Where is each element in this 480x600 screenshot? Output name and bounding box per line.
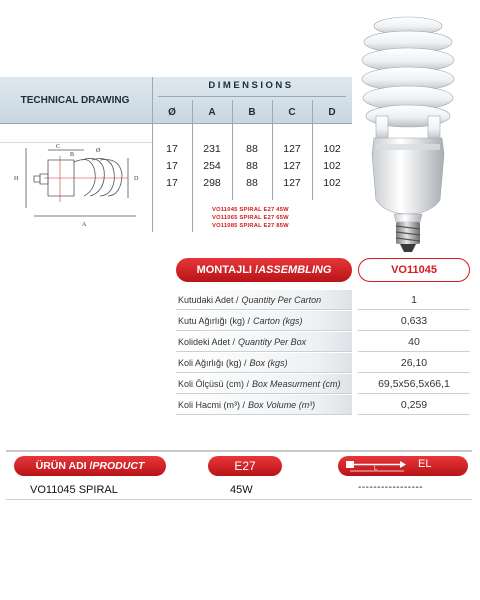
assembling-header — [176, 258, 352, 282]
table-cell: 17 — [166, 159, 178, 172]
column-header-a: A — [208, 106, 216, 118]
cable-length-letter: L — [374, 466, 378, 472]
table-cell: 88 — [246, 176, 258, 189]
table-cell: 254 — [203, 159, 221, 172]
table-cell: 88 — [246, 159, 258, 172]
product-header-tr: ÜRÜN ADI / — [35, 460, 93, 472]
spec-row — [176, 311, 470, 332]
spec-label: Koli Hacmi (m³) / Box Volume (m³) — [176, 395, 352, 415]
table-cell: 102 — [323, 176, 341, 189]
column-header-b: B — [248, 106, 256, 118]
spec-row — [176, 353, 470, 374]
drawing-label-phi: Ø — [96, 148, 101, 154]
spec-value: 26,10 — [358, 353, 470, 373]
product-strip-bottom — [6, 499, 472, 500]
product-header-en: PRODUCT — [92, 460, 145, 472]
spec-label: Koli Ölçüsü (cm) / Box Measurment (cm) — [176, 374, 352, 394]
assembling-label-tr: MONTAJLI / — [196, 264, 259, 276]
table-cell: 127 — [283, 142, 301, 155]
drawing-label-d: D — [134, 176, 139, 182]
product-strip-divider — [6, 450, 472, 452]
table-cell: 127 — [283, 176, 301, 189]
product-el-value: ----------------- — [358, 482, 424, 493]
product-header — [14, 456, 166, 476]
spec-label: Kolideki Adet / Quantity Per Box — [176, 332, 352, 352]
spec-row — [176, 332, 470, 353]
assembling-label-en: ASSEMBLING — [258, 264, 332, 276]
table-cell: 102 — [323, 142, 341, 155]
spiral-bulb-image — [352, 8, 462, 258]
model-line: VO11045 SPIRAL E27 45W — [212, 207, 289, 213]
el-header-label: EL — [418, 458, 432, 470]
drawing-label-a: A — [82, 222, 87, 228]
table-cell: 17 — [166, 142, 178, 155]
table-cell: 231 — [203, 142, 221, 155]
socket-header: E27 — [208, 456, 282, 476]
spec-row — [176, 290, 470, 311]
table-cell: 17 — [166, 176, 178, 189]
spec-label: Kutu Ağırlığı (kg) / Carton (kgs) — [176, 311, 352, 331]
spec-row — [176, 374, 470, 395]
model-line: VO11065 SPIRAL E27 65W — [212, 215, 289, 221]
product-watt: 45W — [230, 484, 253, 496]
spec-label: Kutudaki Adet / Quantity Per Carton — [176, 290, 352, 310]
product-name: VO11045 SPIRAL — [30, 484, 118, 496]
technical-drawing-title: TECHNICAL DRAWING — [20, 94, 130, 106]
cable-length-icon — [344, 458, 410, 474]
dimensions-divider — [158, 96, 346, 97]
spec-value: 0,259 — [358, 395, 470, 415]
spec-row — [176, 395, 470, 416]
column-header-phi: Ø — [168, 106, 176, 118]
table-cell: 88 — [246, 142, 258, 155]
technical-drawing-icon — [4, 138, 154, 234]
spec-value: 1 — [358, 290, 470, 310]
spec-value: 0,633 — [358, 311, 470, 331]
drawing-label-b: B — [70, 152, 75, 158]
model-list — [212, 206, 289, 230]
spec-label: Koli Ağırlığı (kg) / Box (kgs) — [176, 353, 352, 373]
table-divider — [0, 123, 352, 124]
column-header-d: D — [328, 106, 336, 118]
product-code-badge: VO11045 — [358, 258, 470, 282]
table-cell: 298 — [203, 176, 221, 189]
drawing-label-c: C — [56, 144, 61, 150]
spec-value: 69,5x56,5x66,1 — [358, 374, 470, 394]
table-cell: 127 — [283, 159, 301, 172]
column-header-c: C — [288, 106, 296, 118]
model-line: VO11085 SPIRAL E27 85W — [212, 223, 289, 229]
spec-value: 40 — [358, 332, 470, 352]
dimensions-title: DIMENSIONS — [208, 80, 294, 91]
drawing-label-h: H — [14, 176, 19, 182]
table-cell: 102 — [323, 159, 341, 172]
